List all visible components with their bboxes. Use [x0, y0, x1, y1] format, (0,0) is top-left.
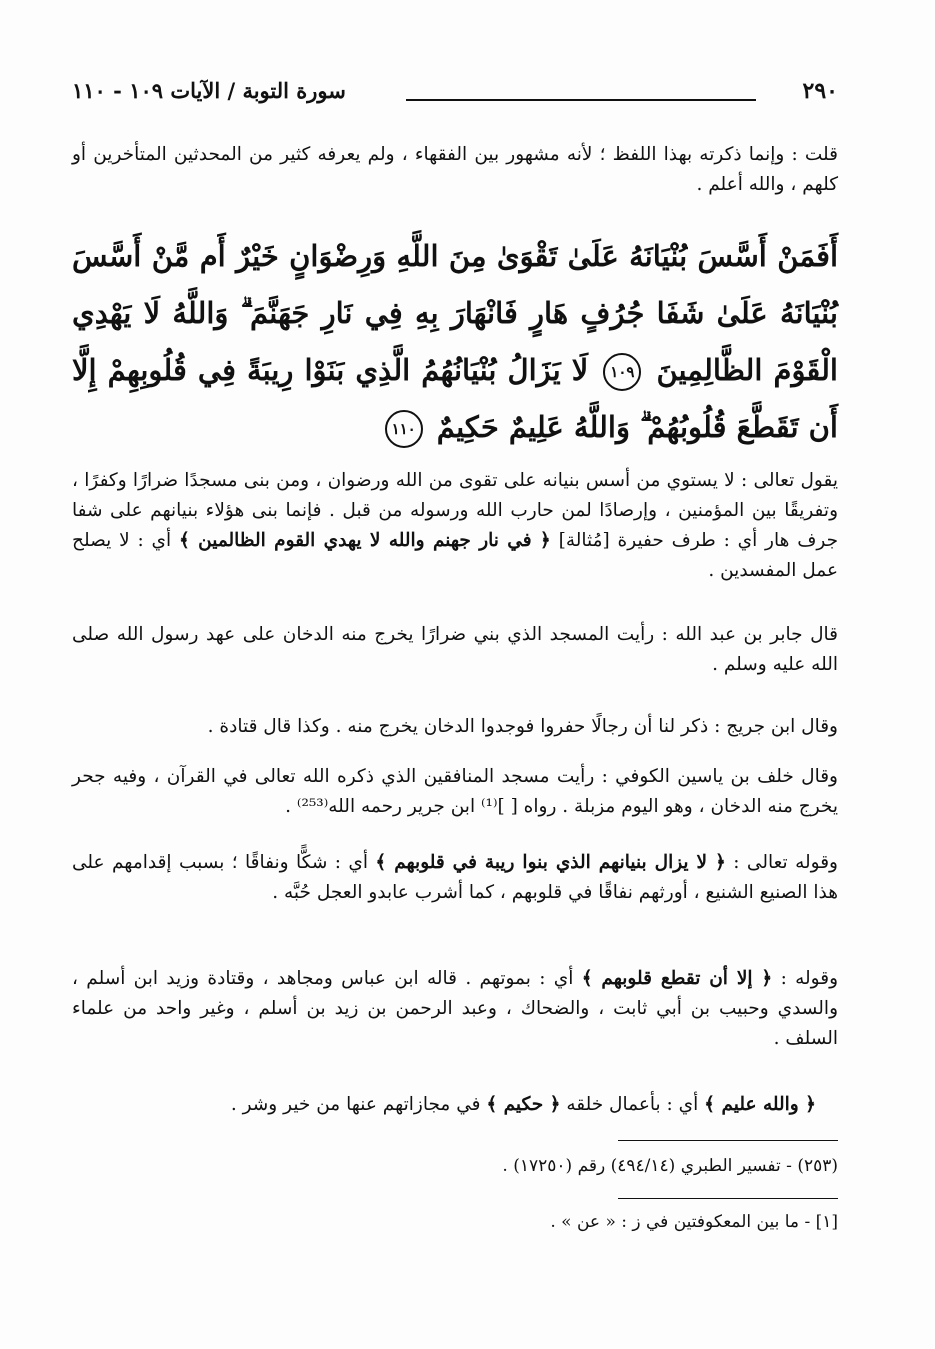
paragraph-text: في مجازاتهم عنها من خير وشر . — [230, 1094, 481, 1115]
quran-quote: ﴿ إلا أن تقطع قلوبهم ﴾ — [581, 968, 773, 989]
ayah-marker-110: ١١٠ — [385, 410, 423, 448]
header-rule — [406, 99, 756, 101]
paragraph-jabir: قال جابر بن عبد الله : رأيت المسجد الذي بني ضرارًا يخرج منه الدخان على عهد رسول الله صلى الله عليه وسلم . — [72, 624, 838, 675]
page-number: ٢٩٠ — [802, 78, 838, 104]
paragraph-text: أي : بموتهم . قاله ابن عباس ومجاهد ، وقتادة وزيد ابن أسلم ، والسدي وحبيب بن أبي ثابت ، والضحاك ، وعبد الرحمن بن زيد بن أسلم ، وغير واحد من علماء السلف . — [72, 968, 839, 1049]
surah-title: سورة التوبة / الآيات ١٠٩ - ١١٠ — [72, 78, 346, 103]
paragraph-text: أي : شكًّا ونفاقًا ؛ بسبب إقدامهم على هذا الصنيع الشنيع ، أورثهم نفاقًا في قلوبهم ، كما أشرب عابدو العجل حُبَّه . — [72, 852, 838, 903]
paragraph-text: وقوله تعالى : — [733, 852, 838, 873]
footnote-253: (٢٥٣) - تفسير الطبري (٤٩٤/١٤) رقم (١٧٢٥٠) . — [502, 1156, 838, 1176]
quran-quote: ﴿ لا يزال بنيانهم الذي بنوا ريبة في قلوبهم ﴾ — [375, 852, 726, 873]
quran-verses — [72, 228, 838, 456]
footnote-rule — [618, 1140, 838, 1141]
paragraph-text: وقوله : — [780, 968, 838, 989]
paragraph-tafsir-2 — [72, 848, 838, 908]
paragraph-text: يقول تعالى : لا يستوي من أسس بنيانه على تقوى من الله ورضوان ، ومن بنى مسجدًا ضرارًا وكفرًا ، وتفريقًا بين المؤمنين ، وإرصادًا لمن حارب الله ورسوله من قبل . فإنما بنى هؤلاء بنيانهم على شفا جرف هار أي : طرف حفيرة [مُثالة] — [72, 470, 839, 551]
paragraph-tafsir-4 — [72, 1090, 838, 1120]
footnote-rule — [618, 1198, 838, 1199]
paragraph-khalaf: وقال خلف بن ياسين الكوفي : رأيت مسجد المنافقين الذي ذكره الله تعالى في القرآن ، وفيه جحر يخرج منه الدخان ، وهو اليوم مزبلة . رواه [ ]⁽¹⁾ ابن جرير رحمه الله⁽²⁵³⁾ . — [72, 766, 838, 817]
paragraph-tafsir-1 — [72, 466, 838, 586]
verse-109: أَفَمَنْ أَسَّسَ بُنْيَانَهُ عَلَىٰ تَقْوَىٰ مِنَ اللَّهِ وَرِضْوَانٍ خَيْرٌ أَم مَّنْ أَسَّسَ بُنْيَانَهُ عَلَىٰ شَفَا جُرُفٍ هَارٍ فَانْهَارَ بِهِ فِي نَارِ جَهَنَّمَ ۗ وَاللَّهُ لَا يَهْدِي الْقَوْمَ الظَّالِمِينَ — [72, 239, 838, 387]
quran-quote: ﴿ حكيم ﴾ — [486, 1094, 561, 1115]
paragraph-text: أي : لا يصلح عمل المفسدين . — [72, 530, 838, 581]
paragraph-tafsir-3 — [72, 964, 838, 1054]
page-header — [72, 78, 838, 118]
ayah-marker-109: ١٠٩ — [603, 353, 641, 391]
intro-paragraph: قلت : وإنما ذكرته بهذا اللفظ ؛ لأنه مشهور بين الفقهاء ، ولم يعرفه كثير من المحدثين المتأخرين أو كلهم ، والله أعلم . — [72, 144, 838, 195]
paragraph-text: أي : بأعمال خلقه — [566, 1094, 699, 1115]
quran-quote: ﴿ في نار جهنم والله لا يهدي القوم الظالمين ﴾ — [178, 530, 551, 551]
verse-110: لَا يَزَالُ بُنْيَانُهُمُ الَّذِي بَنَوْا رِيبَةً فِي قُلُوبِهِمْ إِلَّا أَن تَقَطَّعَ قُلُوبُهُمْ ۗ وَاللَّهُ عَلِيمٌ حَكِيمٌ — [72, 353, 838, 444]
quran-quote: ﴿ والله عليم ﴾ — [704, 1094, 816, 1115]
footnote-1: [١] - ما بين المعكوفتين في ز : « عن » . — [550, 1212, 838, 1232]
paragraph-ibn-juraij: وقال ابن جريج : ذكر لنا أن رجالًا حفروا فوجدوا الدخان يخرج منه . وكذا قال قتادة . — [207, 716, 838, 737]
